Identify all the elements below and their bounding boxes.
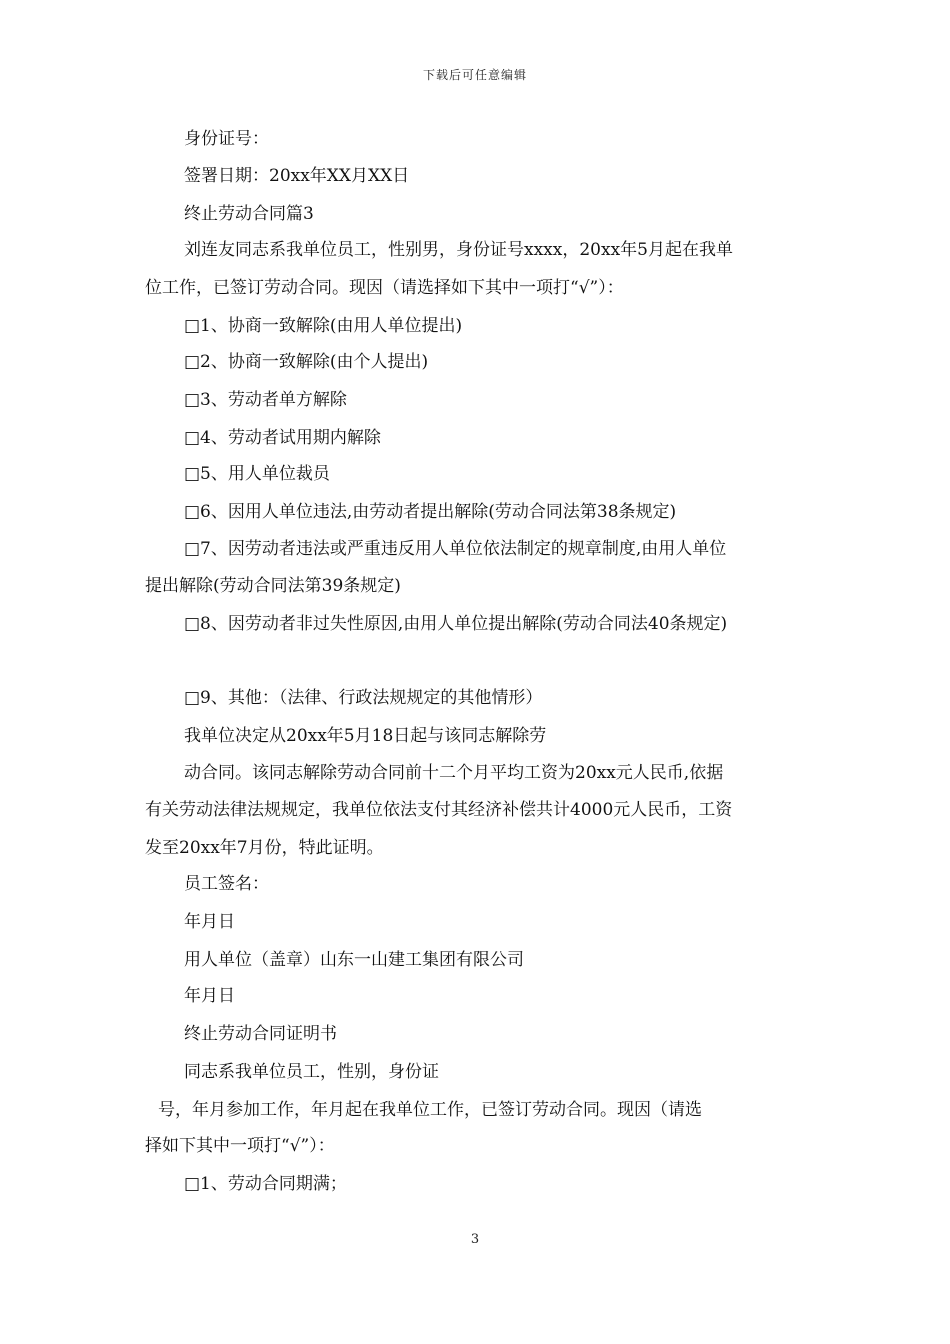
text-line: 用人单位（盖章）山东一山建工集团有限公司 xyxy=(184,950,524,970)
checkbox-option: □7、因劳动者违法或严重违反用人单位依法制定的规章制度,由用人单位 xyxy=(184,539,727,559)
page-header: 下载后可任意编辑 xyxy=(422,68,527,82)
checkbox-option: □9、其他：（法律、行政法规规定的其他情形） xyxy=(184,688,543,708)
section-title: 终止劳动合同证明书 xyxy=(184,1024,337,1044)
text-line: 位工作，已签订劳动合同。现因（请选择如下其中一项打“√”）： xyxy=(145,278,624,298)
checkbox-option: □2、协商一致解除(由个人提出) xyxy=(184,352,429,372)
text-line: 有关劳动法律法规规定，我单位依法支付其经济补偿共计4000元人民币，工资 xyxy=(145,800,733,820)
text-line: 择如下其中一项打“√”）： xyxy=(145,1136,335,1156)
date-line: 年月日 xyxy=(184,986,235,1006)
checkbox-option: □5、用人单位裁员 xyxy=(184,464,330,484)
date-line: 年月日 xyxy=(184,912,235,932)
checkbox-option: □3、劳动者单方解除 xyxy=(184,390,347,410)
checkbox-option: □1、劳动合同期满； xyxy=(184,1174,347,1194)
text-line: 同志系我单位员工，性别，身份证 xyxy=(184,1062,439,1082)
text-line: 签署日期：20xx年XX月XX日 xyxy=(184,166,410,186)
checkbox-option: □8、因劳动者非过失性原因,由用人单位提出解除(劳动合同法40条规定) xyxy=(184,614,728,634)
text-line: 身份证号： xyxy=(184,129,269,149)
text-line: 提出解除(劳动合同法第39条规定) xyxy=(145,576,401,596)
page-number: 3 xyxy=(470,1232,480,1247)
checkbox-option: □1、协商一致解除(由用人单位提出) xyxy=(184,316,463,336)
text-line: 号，年月参加工作，年月起在我单位工作，已签订劳动合同。现因（请选 xyxy=(158,1100,702,1120)
section-title: 终止劳动合同篇3 xyxy=(184,204,314,224)
text-line: 发至20xx年7月份，特此证明。 xyxy=(145,838,384,858)
text-line: 动合同。该同志解除劳动合同前十二个月平均工资为20xx元人民币,依据 xyxy=(184,763,724,783)
checkbox-option: □4、劳动者试用期内解除 xyxy=(184,428,381,448)
checkbox-option: □6、因用人单位违法,由劳动者提出解除(劳动合同法第38条规定) xyxy=(184,502,677,522)
text-line: 我单位决定从20xx年5月18日起与该同志解除劳 xyxy=(184,726,547,746)
text-line: 刘连友同志系我单位员工，性别男，身份证号xxxx，20xx年5月起在我单 xyxy=(184,240,733,260)
text-line: 员工签名： xyxy=(184,874,269,894)
